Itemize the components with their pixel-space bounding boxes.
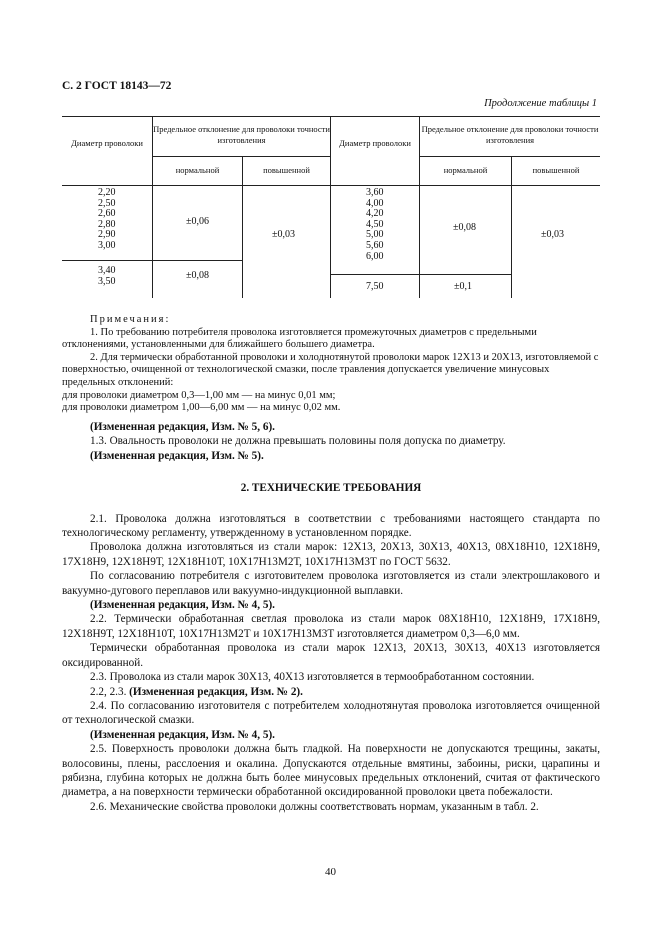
- col-header-normal-left: нормальной: [175, 165, 220, 175]
- tolerance-table: [62, 116, 600, 298]
- paragraph-2-2b: Термически обработанная проволока из стали марок 12Х13, 20Х13, 30Х13, 40Х13 изготовляется оксидированной.: [62, 642, 600, 669]
- paragraph-2-1b: Проволока должна изготовляться из стали марок: 12Х13, 20Х13, 30Х13, 40Х13, 08Х18Н10, 12Х18Н9, 17Х18Н9, 12Х18Н9Т, 12Х18Н10Т, 10Х17Н13М2Т, 10Х17Н13М3Т по ГОСТ 5632.: [62, 541, 600, 568]
- diameter-value: 4,20: [366, 208, 384, 220]
- col-header-normal-right: нормальной: [443, 165, 488, 175]
- paragraph-2-5: 2.5. Поверхность проволоки должна быть гладкой. На поверхности не допускаются трещины, закаты, волосовины, плены, расслоения и окалина. Допускаются отдельные вмятины, забоины, риски, царапины и рябизна, глубина которых не должна быть более минусовых предельных отклонений, считая от фактического диаметра, а на поверхности термически обработанной оксидированной проволоки цвета побежалости.: [62, 743, 600, 799]
- col-header-diameter-right: Диаметр проволоки: [339, 138, 411, 148]
- col-header-increased-left: повышенной: [263, 165, 310, 175]
- section-heading: 2. ТЕХНИЧЕСКИЕ ТРЕБОВАНИЯ: [240, 482, 422, 495]
- edition-note: (Измененная редакция, Изм. № 2).: [129, 685, 303, 698]
- notes-heading: Примечания:: [90, 314, 171, 325]
- diameter-value: 2,20: [98, 187, 116, 198]
- note-1: 1. По требованию потребителя проволока изготовляется промежуточных диаметров с предельными отклонениями, установленными для ближайшего большего диаметра.: [62, 326, 537, 351]
- edition-note: (Измененная редакция, Изм. № 4, 5).: [90, 728, 275, 741]
- col-header-increased-right: повышенной: [532, 165, 580, 175]
- right-group2-normal: ±0,1: [454, 281, 472, 292]
- table-continuation-label: Продолжение таблицы 1: [484, 98, 597, 109]
- diameter-value: 2,80: [98, 218, 116, 230]
- note-2a: для проволоки диаметром 0,3—1,00 мм — на минус 0,01 мм;: [62, 389, 336, 401]
- note-2: 2. Для термически обработанной проволоки и холоднотянутой проволоки марок 12Х13 и 20Х13, изготовляемой с поверхностью, очищенной от технологической смазки, после травления допускается увеличение минусовых предельных отклонений:: [62, 351, 599, 388]
- paragraph-2-1c: По согласованию потребителя с изготовителем проволока изготовляется из стали электрошлакового и вакуумно-дугового переплавов или вакуумно-индукционной выплавки.: [62, 570, 600, 597]
- edition-prefix: 2.2, 2.3.: [90, 685, 127, 698]
- diameter-value: 6,00: [366, 250, 384, 262]
- diameter-value: 4,50: [366, 218, 384, 230]
- paragraph-2-2: 2.2. Термически обработанная светлая проволока из стали марок 08Х18Н10, 12Х18Н9, 17Х18Н9, 12Х18Н9Т, 12Х18Н10Т, 10Х17Н13М2Т и 10Х17Н13М3Т изготовляется диаметром 0,3—6,0 мм.: [62, 613, 600, 640]
- right-group2-diameter: 7,50: [366, 281, 384, 292]
- diameter-value: 2,90: [98, 229, 116, 241]
- diameter-value: 3,00: [98, 239, 116, 251]
- diameter-value: 5,00: [366, 229, 384, 241]
- left-group2-normal: ±0,08: [186, 270, 209, 281]
- paragraph-2-3: 2.3. Проволока из стали марок 30Х13, 40Х13 изготовляется в термообработанном состоянии.: [90, 671, 535, 684]
- diameter-value: 3,40: [98, 265, 116, 276]
- paragraph-2-1: 2.1. Проволока должна изготовляться в соответствии с требованиями настоящего стандарта по технологическому регламенту, утвержденному в установленном порядке.: [62, 512, 600, 540]
- diameter-value: 4,00: [366, 197, 384, 209]
- left-group1-diameters: [98, 188, 116, 252]
- right-group1-diameters: [366, 188, 384, 262]
- document-body: [62, 420, 600, 814]
- right-group1-normal: ±0,08: [453, 222, 476, 233]
- page-header: С. 2 ГОСТ 18143—72: [62, 80, 172, 92]
- left-group1-normal: ±0,06: [186, 216, 209, 227]
- diameter-value: 2,60: [98, 208, 116, 220]
- edition-note: (Измененная редакция, Изм. № 5).: [90, 449, 264, 462]
- diameter-value: 3,50: [98, 275, 116, 287]
- col-header-diameter-left: Диаметр проволоки: [71, 138, 143, 148]
- left-group2-diameters: [98, 266, 116, 287]
- diameter-value: 2,50: [98, 197, 116, 209]
- edition-note-2-2-2-3: [62, 685, 600, 699]
- diameter-value: 3,60: [366, 187, 384, 198]
- col-header-deviation-right: Предельное отклонение для проволоки точности изготовления: [421, 124, 599, 145]
- edition-note: (Измененная редакция, Изм. № 4, 5).: [90, 599, 275, 612]
- diameter-value: 5,60: [366, 239, 384, 251]
- paragraph-2-4: 2.4. По согласованию изготовителя с потребителем холоднотянутая проволока изготовляется очищенной от технологической смазки.: [62, 699, 600, 727]
- paragraph-2-6: 2.6. Механические свойства проволоки должны соответствовать нормам, указанным в табл. 2.: [90, 800, 539, 813]
- paragraph-1-3: 1.3. Овальность проволоки не должна превышать половины поля допуска по диаметру.: [90, 435, 506, 448]
- col-header-deviation-left: Предельное отклонение для проволоки точности изготовления: [153, 124, 330, 145]
- edition-note: (Измененная редакция, Изм. № 5, 6).: [90, 421, 275, 433]
- page-number: 40: [325, 866, 336, 878]
- note-2b: для проволоки диаметром 1,00—6,00 мм — на минус 0,02 мм.: [62, 402, 341, 414]
- left-increased: ±0,03: [272, 229, 295, 240]
- table-notes: [62, 314, 600, 415]
- right-increased: ±0,03: [541, 229, 564, 240]
